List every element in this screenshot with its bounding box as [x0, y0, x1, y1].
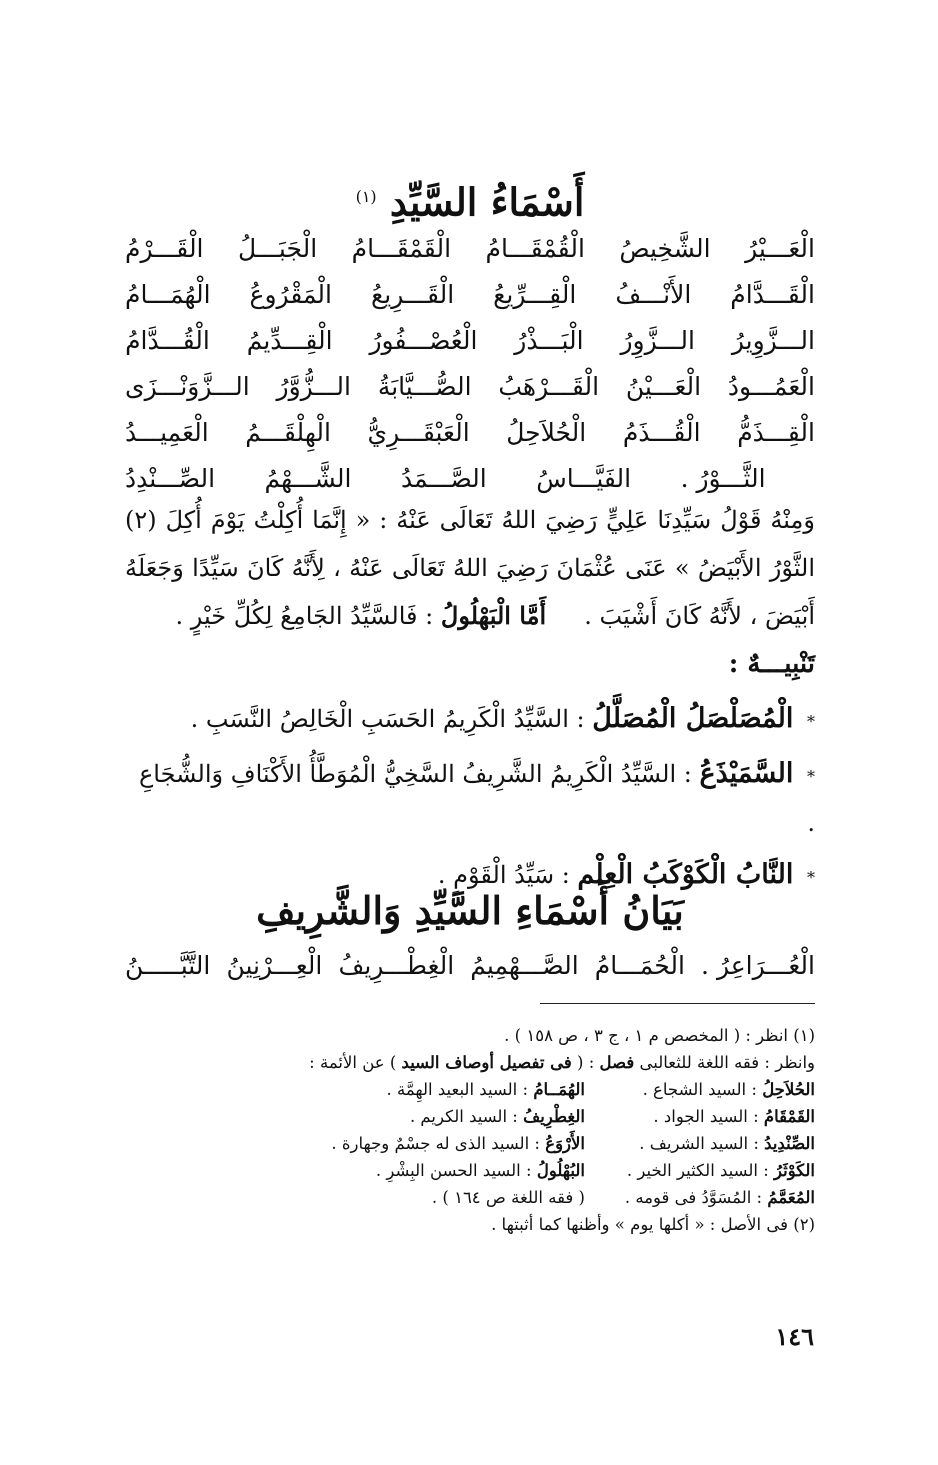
star-icon: *	[807, 767, 815, 786]
names-grid-row	[125, 410, 815, 456]
bullet-text: : السَّيِّدُ الْكَرِيمُ الشَّرِيفُ السَّخِيُّ الْمُوَطَّأُ الأَكْنَافِ وَالشُّجَاعِ .	[138, 760, 815, 837]
bullet-text: : سَيِّدُ الْقَوْمِ .	[437, 861, 570, 889]
name-word: الْبَـــذْرُ	[514, 326, 584, 355]
definition-cell	[150, 1076, 585, 1103]
definition-text: : السيد الحسن البِشْرِ .	[375, 1161, 532, 1180]
footnote-1: (١) انظر : ( المخصص م ١ ، ج ٣ ، ص ١٥٨ ) .	[504, 1026, 815, 1045]
name-word: الفَيَّـــاسُ	[536, 464, 632, 493]
definition-text: : السيد الكريم .	[409, 1107, 518, 1126]
name-word: الْمَقْرُوعُ	[249, 280, 332, 309]
footnote-1-source-pre: وانظر : فقه اللغة للثعالبى	[639, 1053, 815, 1072]
name-word: الْقِـــذَمُّ	[737, 418, 815, 447]
paragraph-ali-quote	[125, 496, 815, 640]
name-word: الْقُمْقَـــامُ	[485, 234, 585, 263]
name-word: الْقِـــرِّيعُ	[493, 280, 577, 309]
definition-term: الحُلاَحِلُ	[762, 1080, 815, 1099]
names-grid-row	[125, 364, 815, 410]
definition-text: : السيد الشجاع .	[642, 1080, 757, 1099]
name-word: الأَنْـــفُ	[615, 280, 692, 309]
definition-cell	[150, 1130, 585, 1157]
definition-term: الكَوْثَرُ	[774, 1161, 815, 1180]
star-icon: *	[807, 868, 815, 887]
name-word: الْقُـــدَّامُ	[125, 326, 210, 355]
bahlul-term: أَمَّا الْبَهْلُولُ	[440, 601, 547, 630]
name-word: الْعَبْقَـــرِيُّ	[367, 418, 470, 447]
footnote-2: (٢) فى الأصل : « أكلها يوم » وأظنها كما أثبتها .	[491, 1215, 815, 1234]
name-word: الْقَـــرْمُ	[125, 234, 204, 263]
name-word: الْهِلْقَـــمُ	[245, 418, 331, 447]
name-word: الـــزَّوِيرُ	[731, 326, 815, 355]
name-word: الصُّـــيَّابَةُ	[377, 372, 472, 401]
names-grid-row	[125, 318, 815, 364]
name-word: الْعَـــيْنُ	[625, 372, 702, 401]
footnote-1-source-end: ) عن الأئمة :	[309, 1053, 397, 1072]
definition-cell	[585, 1130, 815, 1157]
name-word: الْغِطْـــرِيفُ	[338, 951, 455, 980]
definition-text: : السيد الذى له جسْمٌ وجهارة .	[331, 1134, 540, 1153]
names-line	[125, 942, 815, 990]
name-word: الْعَمُـــودُ	[727, 372, 815, 401]
name-word: الْقَـــدَّامُ	[730, 280, 815, 309]
name-word: الْقُـــذَمُ	[622, 418, 701, 447]
definition-cell	[585, 1157, 815, 1184]
bullet-text: : السَّيِّدُ الْكَرِيمُ الحَسَبِ الْخَالِصُ النَّسَبِ .	[190, 705, 585, 733]
bullet-list	[125, 696, 815, 907]
definition-text: : السيد الشريف .	[639, 1134, 759, 1153]
name-word: الْجَبَـــلُ	[238, 234, 318, 263]
name-word: الْقَـــرْهَبُ	[498, 372, 600, 401]
section-title	[130, 172, 810, 228]
definition-row	[150, 1130, 815, 1157]
definition-term: الهُمَــامُ	[533, 1080, 585, 1099]
name-word: الشَّخِيصُ	[619, 234, 711, 263]
definition-term: البُهْلُولُ	[536, 1161, 585, 1180]
name-word: الْقَـــرِيعُ	[370, 280, 455, 309]
definition-term: الصِّنْدِيدُ	[764, 1134, 815, 1153]
bullet-term: النَّابُ الْكَوْكَبُ الْعِلْم	[577, 859, 794, 890]
page-number: ١٤٦	[775, 1322, 814, 1351]
name-word: الصَّـــهْمِيمُ	[470, 951, 579, 980]
footnote-1-source-mid: : (	[577, 1053, 595, 1072]
names-grid	[125, 226, 815, 502]
definition-cell	[150, 1103, 585, 1130]
definition-cell	[150, 1184, 585, 1211]
name-word: الْهُمَـــامُ	[125, 280, 211, 309]
definition-cell	[585, 1103, 815, 1130]
definition-cell	[585, 1076, 815, 1103]
name-word: الصَّـــمَدُ	[400, 464, 487, 493]
definition-row	[150, 1184, 815, 1211]
names-grid-row	[125, 226, 815, 272]
definition-term: القَمْقَامُ	[763, 1107, 815, 1126]
name-word: الثَّـــوْرُ .	[680, 464, 766, 493]
definition-text: : السيد الكثير الخير .	[626, 1161, 769, 1180]
name-word: التَّبَّـــــنُ	[125, 951, 211, 980]
definition-text: : المُسَوَّدُ فى قومه .	[624, 1188, 763, 1207]
bullet-item	[125, 751, 815, 846]
name-word: الْعَمِيـــدُ	[125, 418, 209, 447]
footnote-1-chapter: فى تفصيل أوصاف السيد	[401, 1053, 572, 1072]
name-word: الصِّـــنْدِدُ	[125, 464, 216, 493]
footnote-ref-1: (١)	[355, 187, 377, 206]
name-word: الْقِـــدِّيمُ	[246, 326, 333, 355]
star-icon: *	[807, 712, 815, 731]
definition-text: : السيد الجواد .	[653, 1107, 759, 1126]
definition-row	[150, 1103, 815, 1130]
bullet-term: الْمُصَلْصَلُ الْمُصَلَّلُ	[592, 703, 794, 734]
name-word: الْحُمَـــامُ	[594, 951, 685, 980]
name-word: الْقَمْقَـــامُ	[351, 234, 452, 263]
footnote-divider	[540, 1003, 815, 1004]
bullet-item	[125, 696, 815, 745]
definition-term: الأَرْوَعُ	[545, 1134, 585, 1153]
name-word: الشَّـــهْمُ	[264, 464, 352, 493]
name-word: الْعَـــيْرُ	[745, 234, 815, 263]
footnote-definitions	[150, 1076, 815, 1211]
name-word: الْحُلاَحِلُ	[506, 418, 587, 447]
bullet-term: السَّمَيْذَعُ	[699, 758, 794, 789]
name-word: الـــزَّوِرُ	[620, 326, 695, 355]
name-word: الـــزُّوَّرُ	[276, 372, 351, 401]
tanbih-heading: تَنْبِيـــهٌ :	[728, 649, 815, 679]
section-title-2: بَيَانُ أَسْمَاءِ السَّيِّدِ وَالشَّرِيفِ	[256, 888, 684, 933]
bahlul-definition: : فَالسَّيِّدُ الجَامِعُ لِكُلِّ خَيْرٍ .	[175, 602, 434, 630]
definition-row	[150, 1076, 815, 1103]
footnote-1-source	[150, 1049, 815, 1076]
name-word: الْعِـــرْنِينُ	[226, 951, 323, 980]
name-word: الْعُصْـــفُورُ	[369, 326, 478, 355]
definition-text: : السيد البعيد الهِمَّة .	[386, 1080, 529, 1099]
name-word: الـــزَّوَنْـــزَى	[125, 372, 250, 401]
name-word: الْعُـــرَاعِرُ .	[701, 951, 815, 980]
definition-row	[150, 1157, 815, 1184]
names-grid-row	[125, 272, 815, 318]
definition-term: المُعَمَّمُ	[767, 1188, 815, 1207]
definition-cell	[585, 1184, 815, 1211]
definition-text: ( فقه اللغة ص ١٦٤ ) .	[431, 1188, 585, 1207]
paragraph-text: وَمِنْهُ قَوْلُ سَيِّدِنَا عَلِيٍّ رَضِيَ اللهُ تَعَالَى عَنْهُ : « إِنَّمَا أُكِلْتُ يَوْمَ أُكِلَ (٢) الثَّوْرُ الأَبْيَضُ » عَنَى عُثْمَانَ رَضِيَ اللهُ تَعَالَى عَنْهُ ، لِأَنَّهُ كَانَ سَيِّدًا وَجَعَلَهُ أَبْيَضَ ، لأَنَّهُ كَانَ أَشْيَبَ .	[125, 506, 815, 630]
footnotes	[150, 1022, 815, 1238]
footnote-1-fasl: فصل	[599, 1053, 635, 1072]
section-title-text: أَسْمَاءُ السَّيِّدِ	[389, 179, 585, 225]
definition-cell	[150, 1157, 585, 1184]
definition-term: الغِطْرِيفُ	[523, 1107, 585, 1126]
